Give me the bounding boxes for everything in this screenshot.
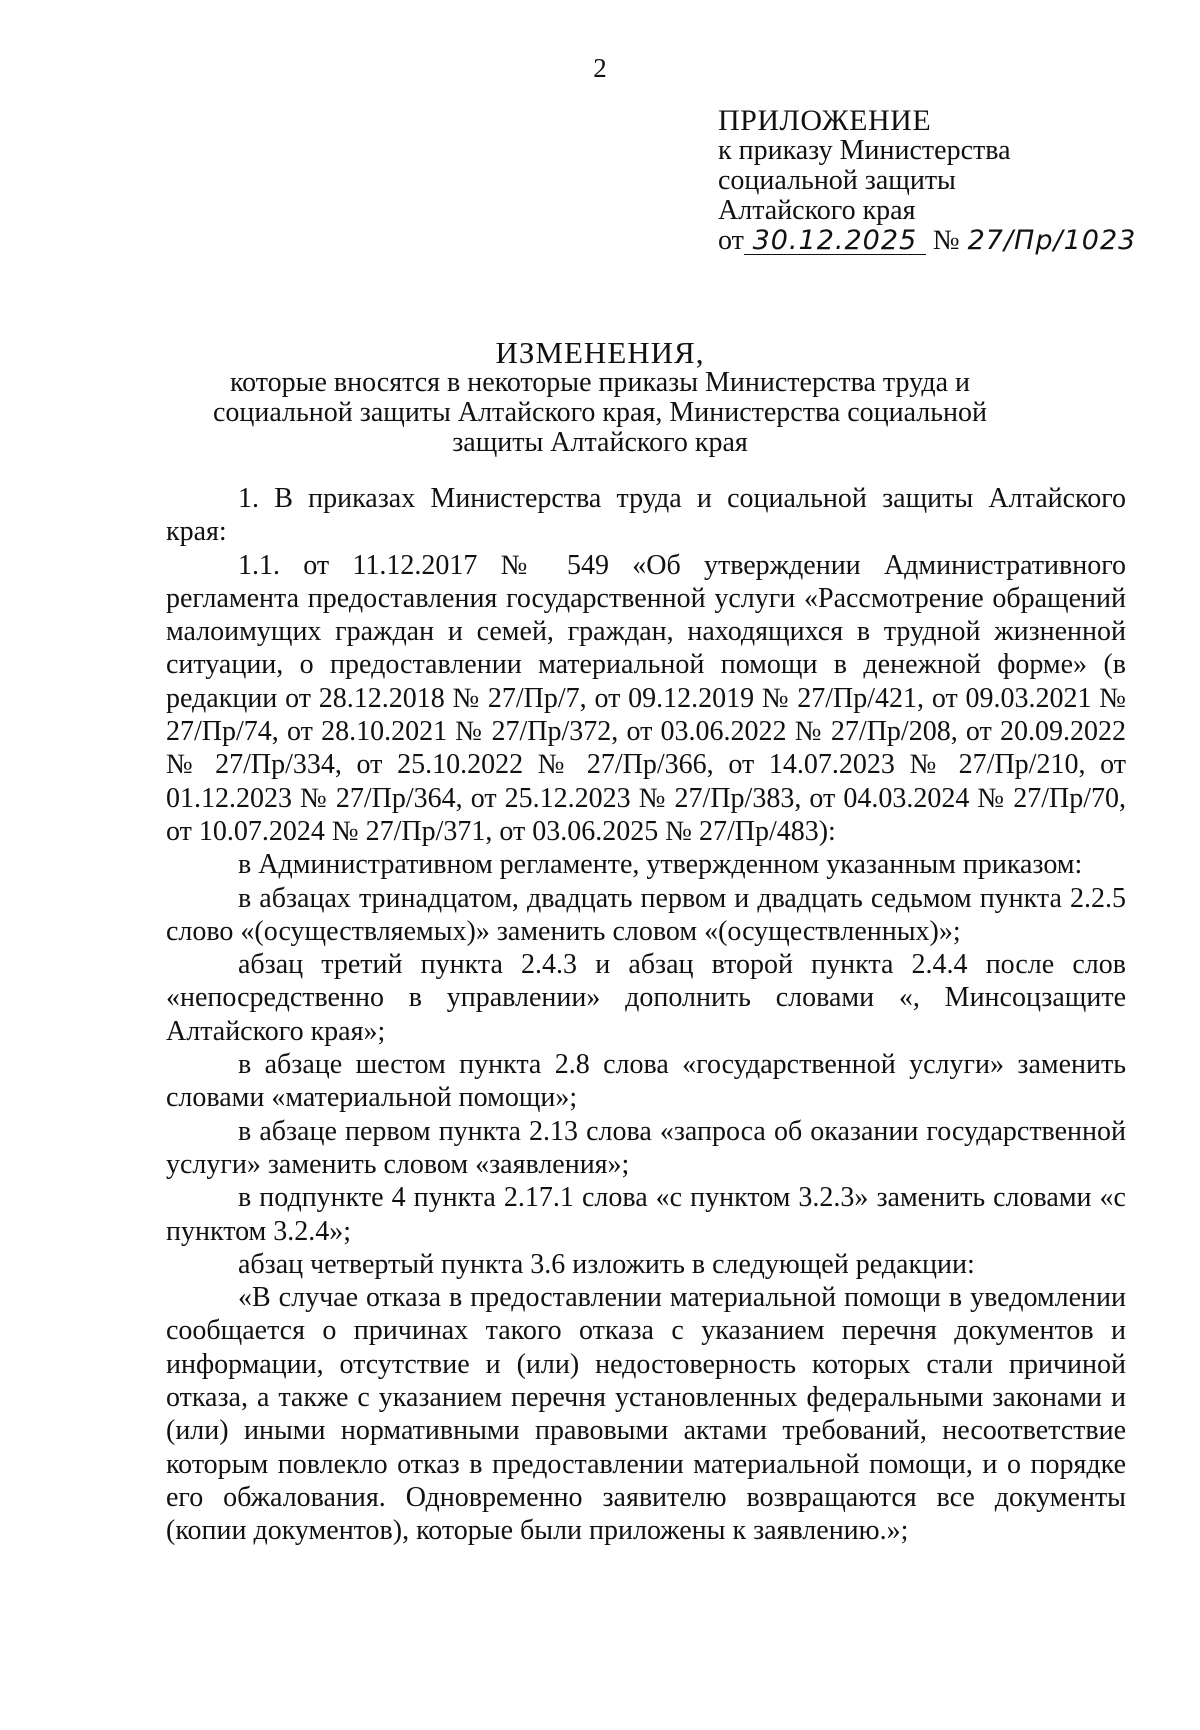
document-title-block	[0, 335, 1200, 458]
paragraph-regulation-intro: в Административном регламенте, утвержденном указанным приказом:	[238, 849, 1083, 881]
paragraph-1: 1. В приказах Министерства труда и социальной защиты Алтайского края:	[166, 483, 1126, 548]
paragraph-amendment-2-4-3: абзац третий пункта 2.4.3 и абзац второй пункта 2.4.4 после слов «непосредственно в управлении» дополнить словами «, Минсоцзащите Алтайского края»;	[166, 949, 1126, 1047]
page-number: 2	[593, 53, 607, 83]
document-body	[166, 482, 1126, 1548]
paragraph-1-1: 1.1. от 11.12.2017 № 549 «Об утверждении Административного регламента предоставления государственной услуги «Рассмотрение обращений малоимущих граждан и семей, граждан, находящихся в трудной жизненной ситуации, о предоставлении материальной помощи в денежной форме» (в редакции от 28.12.2018 № 27/Пр/7, от 09.12.2019 № 27/Пр/421, от 09.03.2021 № 27/Пр/74, от 28.10.2021 № 27/Пр/372, от 03.06.2022 № 27/Пр/208, от 20.09.2022 № 27/Пр/334, от 25.10.2022 № 27/Пр/366, от 14.07.2023 № 27/Пр/210, от 01.12.2023 № 27/Пр/364, от 25.12.2023 № 27/Пр/383, от 04.03.2024 № 27/Пр/70, от 10.07.2024 № 27/Пр/371, от 03.06.2025 № 27/Пр/483):	[166, 549, 1126, 847]
handwritten-order-number: 27/Пр/1023	[967, 225, 1137, 256]
from-label: от	[718, 225, 744, 256]
appendix-line-1: к приказу Министерства	[718, 135, 1011, 166]
paragraph-amendment-2-17-1: в подпункте 4 пункта 2.17.1 слова «с пунктом 3.2.3» заменить словами «с пунктом 3.2.4»;	[166, 1182, 1126, 1247]
appendix-heading: ПРИЛОЖЕНИЕ	[718, 104, 932, 137]
paragraph-amendment-2-13: в абзаце первом пункта 2.13 слова «запроса об оказании государственной услуги» заменить словом «заявления»;	[166, 1115, 1126, 1180]
paragraph-new-wording: «В случае отказа в предоставлении материальной помощи в уведомлении сообщается о причинах такого отказа с указанием перечня документов и информации, отсутствие и (или) недостоверность которых стали причиной отказа, а также с указанием перечня установленных федеральными законами и (или) иными нормативными правовыми актами требований, несоответствие которым повлекло отказ в предоставлении материальной помощи, и о порядке его обжалования. Одновременно заявителю возвращаются все документы (копии документов), которые были приложены к заявлению.»;	[166, 1282, 1126, 1547]
title-line-2: социальной защиты Алтайского края, Министерства социальной	[212, 397, 988, 428]
number-label: №	[932, 225, 960, 256]
document-title: ИЗМЕНЕНИЯ,	[495, 335, 705, 370]
appendix-block	[718, 106, 1188, 256]
order-date-number-line	[718, 226, 1188, 256]
paragraph-amendment-3-6: абзац четвертый пункта 3.6 изложить в следующей редакции:	[238, 1248, 975, 1280]
handwritten-date: 30.12.2025	[744, 228, 926, 255]
title-line-3: защиты Алтайского края	[452, 427, 748, 458]
paragraph-amendment-2-8: в абзаце шестом пункта 2.8 слова «государственной услуги» заменить словами «материальной помощи»;	[166, 1049, 1126, 1114]
appendix-line-2: социальной защиты	[718, 165, 956, 196]
appendix-line-3: Алтайского края	[718, 195, 916, 226]
title-line-1: которые вносятся в некоторые приказы Министерства труда и	[229, 367, 970, 398]
paragraph-amendment-2-2-5: в абзацах тринадцатом, двадцать первом и двадцать седьмом пункта 2.2.5 слово «(осуществляемых)» заменить словом «(осуществленных)»;	[166, 882, 1126, 947]
